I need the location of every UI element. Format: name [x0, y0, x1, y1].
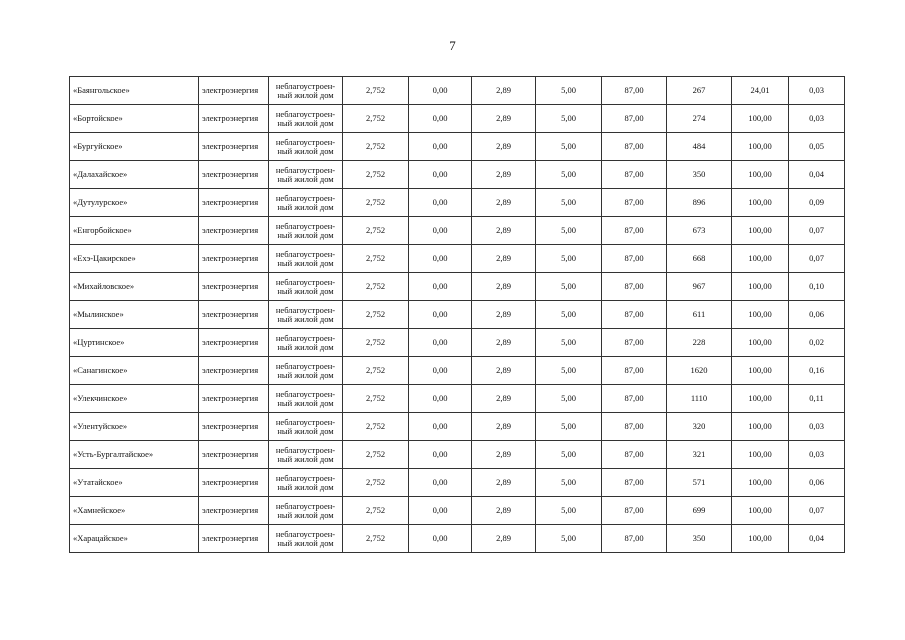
page-number: 7	[449, 38, 456, 53]
count-cell: 967	[667, 273, 732, 301]
count-cell: 350	[667, 161, 732, 189]
settlement-name-cell: «Михайловское»	[70, 273, 199, 301]
count-cell: 668	[667, 245, 732, 273]
housing-type-line-1: неблагоустроен-	[275, 360, 336, 371]
settlement-name-cell: «Санагинское»	[70, 357, 199, 385]
housing-type-line-1: неблагоустроен-	[275, 108, 336, 119]
value-3-cell: 2,89	[472, 189, 536, 217]
value-3-cell: 2,89	[472, 245, 536, 273]
percent-cell: 100,00	[732, 217, 789, 245]
housing-type-cell	[269, 105, 343, 133]
resource-cell: электроэнергия	[199, 525, 269, 553]
result-cell: 0,11	[789, 385, 845, 413]
value-4-cell: 5,00	[536, 217, 602, 245]
percent-cell: 100,00	[732, 301, 789, 329]
count-cell: 274	[667, 105, 732, 133]
table-row	[70, 301, 845, 329]
table-row	[70, 217, 845, 245]
value-3-cell: 2,89	[472, 273, 536, 301]
table-row	[70, 385, 845, 413]
count-cell: 320	[667, 413, 732, 441]
value-5-cell: 87,00	[602, 413, 667, 441]
result-cell: 0,16	[789, 357, 845, 385]
settlement-name-cell: «Утатайское»	[70, 469, 199, 497]
resource-cell: электроэнергия	[199, 357, 269, 385]
value-2-cell: 0,00	[409, 189, 472, 217]
housing-type-line-1: неблагоустроен-	[275, 332, 336, 343]
housing-type-cell	[269, 133, 343, 161]
percent-cell: 100,00	[732, 161, 789, 189]
value-5-cell: 87,00	[602, 105, 667, 133]
value-3-cell: 2,89	[472, 105, 536, 133]
housing-type-line-1: неблагоустроен-	[275, 416, 336, 427]
settlement-name-cell: «Бургуйское»	[70, 133, 199, 161]
housing-type-line-2: ный жилой дом	[277, 201, 334, 212]
value-5-cell: 87,00	[602, 357, 667, 385]
housing-type-line-2: ный жилой дом	[277, 369, 334, 380]
resource-cell: электроэнергия	[199, 385, 269, 413]
value-4-cell: 5,00	[536, 105, 602, 133]
result-cell: 0,09	[789, 189, 845, 217]
count-cell: 350	[667, 525, 732, 553]
count-cell: 571	[667, 469, 732, 497]
value-3-cell: 2,89	[472, 133, 536, 161]
settlement-name-cell: «Мылинское»	[70, 301, 199, 329]
value-3-cell: 2,89	[472, 441, 536, 469]
percent-cell: 100,00	[732, 189, 789, 217]
value-2-cell: 0,00	[409, 105, 472, 133]
table-row	[70, 525, 845, 553]
value-3-cell: 2,89	[472, 217, 536, 245]
resource-cell: электроэнергия	[199, 189, 269, 217]
housing-type-line-2: ный жилой дом	[277, 285, 334, 296]
value-5-cell: 87,00	[602, 329, 667, 357]
housing-type-line-1: неблагоустроен-	[275, 304, 336, 315]
value-5-cell: 87,00	[602, 217, 667, 245]
value-2-cell: 0,00	[409, 525, 472, 553]
percent-cell: 100,00	[732, 469, 789, 497]
value-5-cell: 87,00	[602, 497, 667, 525]
value-5-cell: 87,00	[602, 273, 667, 301]
housing-type-cell	[269, 161, 343, 189]
value-5-cell: 87,00	[602, 385, 667, 413]
resource-cell: электроэнергия	[199, 497, 269, 525]
norm-cell: 2,752	[343, 469, 409, 497]
count-cell: 1110	[667, 385, 732, 413]
percent-cell: 100,00	[732, 329, 789, 357]
result-cell: 0,07	[789, 245, 845, 273]
resource-cell: электроэнергия	[199, 77, 269, 105]
result-cell: 0,04	[789, 161, 845, 189]
housing-type-line-2: ный жилой дом	[277, 481, 334, 492]
table-row	[70, 133, 845, 161]
percent-cell: 100,00	[732, 357, 789, 385]
value-5-cell: 87,00	[602, 441, 667, 469]
value-2-cell: 0,00	[409, 497, 472, 525]
value-2-cell: 0,00	[409, 77, 472, 105]
resource-cell: электроэнергия	[199, 217, 269, 245]
table-row	[70, 329, 845, 357]
value-3-cell: 2,89	[472, 385, 536, 413]
housing-type-line-1: неблагоустроен-	[275, 388, 336, 399]
resource-cell: электроэнергия	[199, 441, 269, 469]
norm-cell: 2,752	[343, 161, 409, 189]
norm-cell: 2,752	[343, 273, 409, 301]
percent-cell: 100,00	[732, 413, 789, 441]
resource-cell: электроэнергия	[199, 161, 269, 189]
value-4-cell: 5,00	[536, 329, 602, 357]
table-row	[70, 441, 845, 469]
value-3-cell: 2,89	[472, 301, 536, 329]
housing-type-cell	[269, 385, 343, 413]
settlement-name-cell: «Баянгольское»	[70, 77, 199, 105]
settlement-name-cell: «Улекчинское»	[70, 385, 199, 413]
norm-cell: 2,752	[343, 105, 409, 133]
tariff-table	[69, 76, 845, 553]
housing-type-line-1: неблагоустроен-	[275, 136, 336, 147]
result-cell: 0,10	[789, 273, 845, 301]
resource-cell: электроэнергия	[199, 469, 269, 497]
value-5-cell: 87,00	[602, 161, 667, 189]
result-cell: 0,03	[789, 77, 845, 105]
housing-type-cell	[269, 441, 343, 469]
resource-cell: электроэнергия	[199, 413, 269, 441]
value-2-cell: 0,00	[409, 469, 472, 497]
count-cell: 228	[667, 329, 732, 357]
settlement-name-cell: «Бортойское»	[70, 105, 199, 133]
resource-cell: электроэнергия	[199, 329, 269, 357]
norm-cell: 2,752	[343, 77, 409, 105]
result-cell: 0,04	[789, 525, 845, 553]
percent-cell: 100,00	[732, 273, 789, 301]
value-3-cell: 2,89	[472, 497, 536, 525]
count-cell: 484	[667, 133, 732, 161]
resource-cell: электроэнергия	[199, 301, 269, 329]
value-4-cell: 5,00	[536, 189, 602, 217]
value-2-cell: 0,00	[409, 385, 472, 413]
table-row	[70, 189, 845, 217]
value-5-cell: 87,00	[602, 469, 667, 497]
count-cell: 611	[667, 301, 732, 329]
value-4-cell: 5,00	[536, 497, 602, 525]
value-5-cell: 87,00	[602, 525, 667, 553]
table-row	[70, 245, 845, 273]
table-row	[70, 273, 845, 301]
housing-type-line-2: ный жилой дом	[277, 89, 334, 100]
housing-type-cell	[269, 357, 343, 385]
housing-type-line-1: неблагоустроен-	[275, 444, 336, 455]
percent-cell: 100,00	[732, 133, 789, 161]
result-cell: 0,03	[789, 413, 845, 441]
housing-type-cell	[269, 273, 343, 301]
percent-cell: 100,00	[732, 497, 789, 525]
housing-type-cell	[269, 217, 343, 245]
percent-cell: 24,01	[732, 77, 789, 105]
housing-type-cell	[269, 497, 343, 525]
settlement-name-cell: «Хамнейское»	[70, 497, 199, 525]
housing-type-line-2: ный жилой дом	[277, 425, 334, 436]
table-row	[70, 357, 845, 385]
percent-cell: 100,00	[732, 245, 789, 273]
housing-type-line-2: ный жилой дом	[277, 397, 334, 408]
housing-type-line-2: ный жилой дом	[277, 257, 334, 268]
result-cell: 0,03	[789, 105, 845, 133]
value-5-cell: 87,00	[602, 301, 667, 329]
housing-type-line-1: неблагоустроен-	[275, 472, 336, 483]
value-5-cell: 87,00	[602, 77, 667, 105]
count-cell: 673	[667, 217, 732, 245]
count-cell: 896	[667, 189, 732, 217]
housing-type-line-2: ный жилой дом	[277, 313, 334, 324]
norm-cell: 2,752	[343, 133, 409, 161]
housing-type-cell	[269, 525, 343, 553]
value-4-cell: 5,00	[536, 133, 602, 161]
value-2-cell: 0,00	[409, 329, 472, 357]
value-3-cell: 2,89	[472, 161, 536, 189]
norm-cell: 2,752	[343, 329, 409, 357]
housing-type-line-1: неблагоустроен-	[275, 220, 336, 231]
resource-cell: электроэнергия	[199, 273, 269, 301]
value-4-cell: 5,00	[536, 245, 602, 273]
table-body	[70, 77, 845, 553]
value-4-cell: 5,00	[536, 469, 602, 497]
value-3-cell: 2,89	[472, 357, 536, 385]
percent-cell: 100,00	[732, 385, 789, 413]
value-2-cell: 0,00	[409, 133, 472, 161]
housing-type-line-1: неблагоустроен-	[275, 276, 336, 287]
norm-cell: 2,752	[343, 441, 409, 469]
value-3-cell: 2,89	[472, 413, 536, 441]
value-4-cell: 5,00	[536, 525, 602, 553]
housing-type-line-1: неблагоустроен-	[275, 192, 336, 203]
value-2-cell: 0,00	[409, 161, 472, 189]
housing-type-line-2: ный жилой дом	[277, 145, 334, 156]
count-cell: 321	[667, 441, 732, 469]
norm-cell: 2,752	[343, 413, 409, 441]
housing-type-cell	[269, 329, 343, 357]
table-row	[70, 105, 845, 133]
table-row	[70, 77, 845, 105]
resource-cell: электроэнергия	[199, 133, 269, 161]
result-cell: 0,07	[789, 217, 845, 245]
percent-cell: 100,00	[732, 525, 789, 553]
value-5-cell: 87,00	[602, 189, 667, 217]
value-2-cell: 0,00	[409, 301, 472, 329]
table-row	[70, 497, 845, 525]
housing-type-line-1: неблагоустроен-	[275, 80, 336, 91]
housing-type-line-2: ный жилой дом	[277, 229, 334, 240]
housing-type-cell	[269, 469, 343, 497]
norm-cell: 2,752	[343, 245, 409, 273]
settlement-name-cell: «Улентуйское»	[70, 413, 199, 441]
table-row	[70, 161, 845, 189]
count-cell: 699	[667, 497, 732, 525]
settlement-name-cell: «Дутулурское»	[70, 189, 199, 217]
housing-type-cell	[269, 189, 343, 217]
resource-cell: электроэнергия	[199, 105, 269, 133]
value-4-cell: 5,00	[536, 161, 602, 189]
housing-type-line-2: ный жилой дом	[277, 173, 334, 184]
result-cell: 0,05	[789, 133, 845, 161]
percent-cell: 100,00	[732, 441, 789, 469]
value-2-cell: 0,00	[409, 217, 472, 245]
settlement-name-cell: «Усть-Бургалтайское»	[70, 441, 199, 469]
value-2-cell: 0,00	[409, 245, 472, 273]
housing-type-line-2: ный жилой дом	[277, 341, 334, 352]
value-4-cell: 5,00	[536, 357, 602, 385]
value-2-cell: 0,00	[409, 413, 472, 441]
norm-cell: 2,752	[343, 217, 409, 245]
value-5-cell: 87,00	[602, 133, 667, 161]
result-cell: 0,02	[789, 329, 845, 357]
housing-type-line-1: неблагоустроен-	[275, 248, 336, 259]
resource-cell: электроэнергия	[199, 245, 269, 273]
percent-cell: 100,00	[732, 105, 789, 133]
value-2-cell: 0,00	[409, 273, 472, 301]
result-cell: 0,03	[789, 441, 845, 469]
result-cell: 0,06	[789, 469, 845, 497]
table-row	[70, 413, 845, 441]
settlement-name-cell: «Далахайское»	[70, 161, 199, 189]
housing-type-line-2: ный жилой дом	[277, 453, 334, 464]
settlement-name-cell: «Ехэ-Цакирское»	[70, 245, 199, 273]
value-4-cell: 5,00	[536, 385, 602, 413]
housing-type-cell	[269, 245, 343, 273]
value-4-cell: 5,00	[536, 273, 602, 301]
value-3-cell: 2,89	[472, 329, 536, 357]
norm-cell: 2,752	[343, 301, 409, 329]
value-2-cell: 0,00	[409, 357, 472, 385]
norm-cell: 2,752	[343, 385, 409, 413]
housing-type-line-2: ный жилой дом	[277, 537, 334, 548]
housing-type-cell	[269, 301, 343, 329]
result-cell: 0,06	[789, 301, 845, 329]
housing-type-line-2: ный жилой дом	[277, 509, 334, 520]
result-cell: 0,07	[789, 497, 845, 525]
norm-cell: 2,752	[343, 189, 409, 217]
settlement-name-cell: «Цуртинское»	[70, 329, 199, 357]
value-4-cell: 5,00	[536, 441, 602, 469]
value-3-cell: 2,89	[472, 469, 536, 497]
value-4-cell: 5,00	[536, 301, 602, 329]
housing-type-cell	[269, 413, 343, 441]
value-5-cell: 87,00	[602, 245, 667, 273]
value-2-cell: 0,00	[409, 441, 472, 469]
housing-type-line-1: неблагоустроен-	[275, 500, 336, 511]
count-cell: 1620	[667, 357, 732, 385]
housing-type-cell	[269, 77, 343, 105]
settlement-name-cell: «Харацайское»	[70, 525, 199, 553]
value-4-cell: 5,00	[536, 413, 602, 441]
value-3-cell: 2,89	[472, 77, 536, 105]
table-row	[70, 469, 845, 497]
norm-cell: 2,752	[343, 525, 409, 553]
norm-cell: 2,752	[343, 497, 409, 525]
housing-type-line-2: ный жилой дом	[277, 117, 334, 128]
housing-type-line-1: неблагоустроен-	[275, 528, 336, 539]
settlement-name-cell: «Енгорбойское»	[70, 217, 199, 245]
count-cell: 267	[667, 77, 732, 105]
value-3-cell: 2,89	[472, 525, 536, 553]
housing-type-line-1: неблагоустроен-	[275, 164, 336, 175]
norm-cell: 2,752	[343, 357, 409, 385]
value-4-cell: 5,00	[536, 77, 602, 105]
